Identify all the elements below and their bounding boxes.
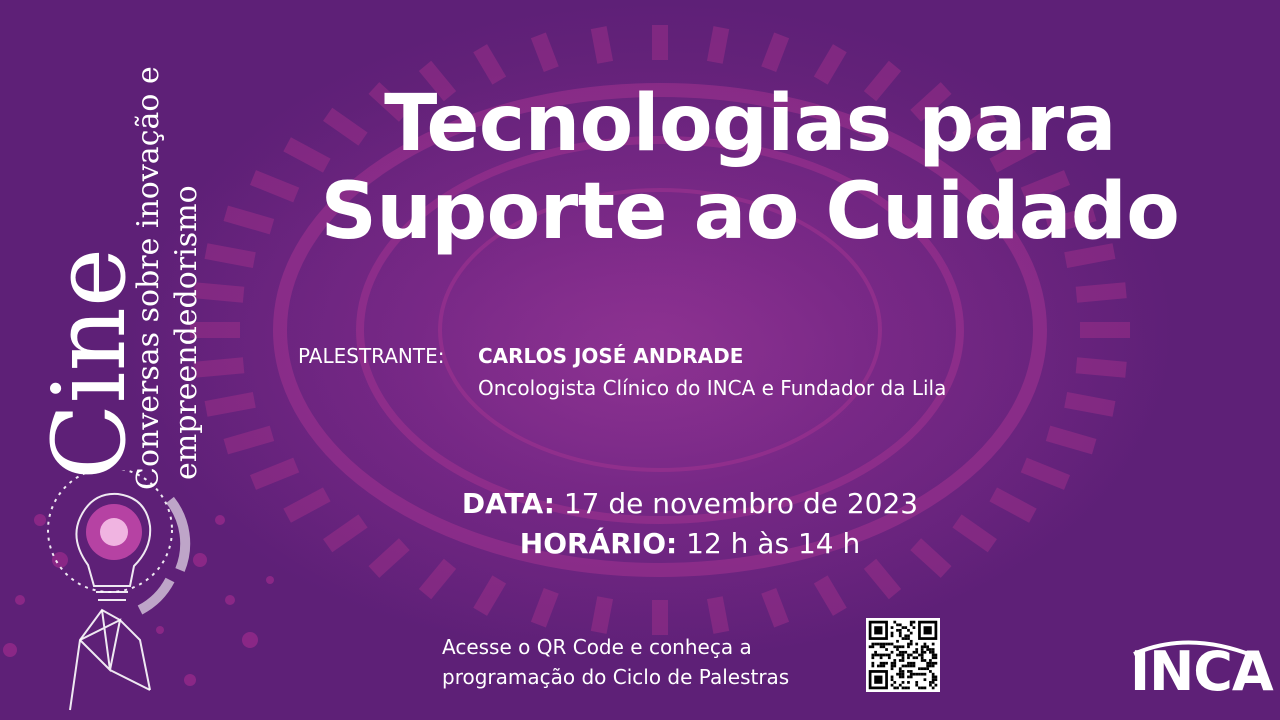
brand-subtitle-line-1: Conversas sobre inovação e: [131, 66, 166, 490]
ring-tick: [206, 400, 254, 409]
ring-tick: [599, 598, 606, 633]
brand-word: Cine: [31, 247, 148, 480]
speaker-name: CARLOS JOSÉ ANDRADE: [478, 344, 744, 368]
ring-tick: [1076, 365, 1126, 370]
event-date: [400, 486, 980, 522]
inca-logo-arc-icon: [1128, 636, 1260, 708]
ring-tick: [715, 598, 722, 633]
brand-vertical: [31, 50, 210, 490]
qr-caption-line-2: programação do Ciclo de Palestras: [442, 665, 790, 689]
speaker-label: PALESTRANTE:: [298, 344, 445, 368]
time-value: 12 h às 14 h: [686, 527, 861, 560]
lightbulb-hand-icon: [30, 470, 210, 720]
ring-tick: [599, 28, 606, 63]
date-value: 17 de novembro de 2023: [563, 487, 919, 520]
date-label: DATA:: [461, 487, 555, 520]
brand-subtitle-line-2: empreendedorismo: [169, 185, 204, 480]
speaker-role: Oncologista Clínico do INCA e Fundador da Lila: [478, 376, 947, 400]
ring-tick: [715, 28, 722, 63]
title-line-2: Suporte ao Cuidado: [320, 167, 1180, 257]
ring-tick: [206, 251, 254, 260]
qr-code-icon[interactable]: [866, 618, 940, 692]
time-label: HORÁRIO:: [519, 527, 678, 560]
title-line-1: Tecnologias para: [384, 79, 1116, 169]
event-time: [400, 526, 980, 562]
qr-caption-line-1: Acesse o QR Code e conheça a: [442, 635, 752, 659]
ring-tick: [1076, 290, 1126, 295]
ring-tick: [1066, 400, 1114, 409]
inca-logo: INCA: [1130, 640, 1273, 703]
